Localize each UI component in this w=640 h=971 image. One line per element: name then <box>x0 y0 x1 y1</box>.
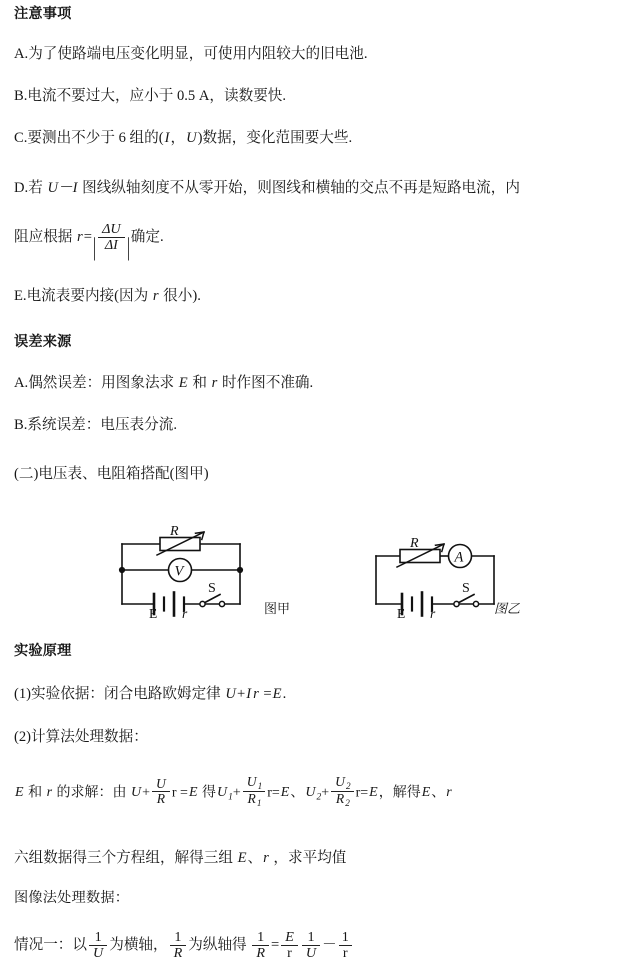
avg-t2: ，求平均值 <box>269 850 347 866</box>
note-d-text-a: 若 <box>28 180 47 196</box>
note-d-formula-ui: U－I <box>47 180 78 196</box>
figure-caption-yi: 图乙 <box>494 601 521 616</box>
solve-t2: 的求解：由 <box>53 785 131 801</box>
solve-sep2: 、 <box>431 785 446 801</box>
frac3-den: R <box>335 791 345 807</box>
case1-t1: 情况一：以 <box>14 937 87 954</box>
error-b-label: B. <box>14 417 28 433</box>
f2-num: 1 <box>170 930 187 946</box>
ohm-law-equals: = <box>263 686 272 702</box>
fraction-one-over-r <box>170 930 187 960</box>
note-c-mid: ， <box>170 130 186 146</box>
note-e-var-r: r <box>152 288 159 304</box>
note-d-text-b: 图线纵轴刻度不从零开始，则图线和横轴的交点不再是短路电流，内 <box>78 180 520 196</box>
node-dot-left <box>119 567 125 573</box>
label-switch-s: S <box>208 581 216 596</box>
error-a-label: A. <box>14 375 29 391</box>
error-item-a <box>14 375 630 392</box>
solve-plus3: + <box>321 785 330 801</box>
note-a-label: A. <box>14 46 29 62</box>
error-a-var-r: r <box>211 375 218 391</box>
graph-method-heading: 图像法处理数据： <box>14 890 130 906</box>
note-item-a <box>14 46 630 63</box>
note-d-text-d: 确定. <box>130 229 164 246</box>
solve-e4: E <box>421 785 431 801</box>
note-c-var-u: U <box>186 130 197 146</box>
solve-t4: ，解得 <box>378 785 421 801</box>
frac1-den: R <box>156 791 166 807</box>
fraction-u-over-r <box>152 777 170 806</box>
solve-u3-sub: 2 <box>316 792 322 803</box>
solve-u1: U <box>131 785 142 801</box>
error-b-text: 系统误差：电压表分流. <box>27 417 177 433</box>
label-switch-s: S <box>462 581 470 596</box>
frac2-num: U <box>246 774 257 789</box>
label-emf-e: E <box>149 606 158 618</box>
f2-den: R <box>173 944 183 961</box>
note-e-text-before: 电流表要内接(因为 <box>26 288 152 304</box>
switch-terminal-left <box>200 601 205 606</box>
solve-r1: r <box>171 785 177 801</box>
note-b-label: B. <box>14 88 28 104</box>
last-num: 1 <box>339 930 352 946</box>
solve-var-r: r <box>46 785 53 801</box>
note-item-c <box>14 130 630 147</box>
principle-2-text: 计算法处理数据： <box>31 729 148 745</box>
solve-r3: r <box>355 785 361 801</box>
r-num: 1 <box>252 930 269 946</box>
solve-eq3: = <box>360 785 369 801</box>
principle-item-1 <box>14 686 630 703</box>
principle-1-label: (1) <box>14 686 32 702</box>
note-b-text: 电流不要过大，应小于 0.5 A，读数要快. <box>27 88 287 104</box>
fraction-result-one-over-r <box>252 930 269 960</box>
solve-equation-line <box>14 775 630 809</box>
note-a-text: 为了使路端电压变化明显，可使用内阻较大的旧电池. <box>28 46 368 62</box>
label-rheostat-r: R <box>410 536 419 551</box>
label-internal-resistance-r: r <box>182 606 188 618</box>
fraction-u1-over-r1 <box>243 775 265 809</box>
frac3-num: U <box>335 774 345 789</box>
avg-var-e: E <box>237 850 247 866</box>
frac-numerator-delta-u: ΔU <box>102 221 121 237</box>
fraction-delta-u-delta-i <box>98 222 125 252</box>
error-a-mid: 和 <box>188 375 211 391</box>
principle-1-text: 实验依据：闭合电路欧姆定律 <box>31 686 225 702</box>
frac1-num: U <box>156 776 166 792</box>
u-num: 1 <box>302 930 320 946</box>
note-c-label: C. <box>14 130 28 146</box>
note-c-text-after: )数据，变化范围要大些. <box>197 130 353 146</box>
ohm-law-r: r <box>253 686 259 702</box>
solve-eq1: = <box>180 785 188 801</box>
solve-plus1: + <box>142 785 151 801</box>
note-item-d-line2 <box>14 221 630 261</box>
solve-var-e: E <box>15 785 24 801</box>
principle-2-label: (2) <box>14 729 32 745</box>
avg-t1: 六组数据得三个方程组，解得三组 <box>14 850 237 866</box>
fraction-one-over-r-last <box>339 930 352 960</box>
switch-terminal-right <box>219 601 224 606</box>
solve-eq2: = <box>271 785 280 801</box>
solve-e2: E <box>280 785 290 801</box>
ohm-law-i: I <box>246 686 252 702</box>
solve-u2-sub: 1 <box>228 792 233 803</box>
note-d-var-r: r <box>77 229 83 246</box>
abs-bar-right: | <box>126 231 130 261</box>
solve-plus2: + <box>232 785 241 801</box>
circuit-diagram-jia <box>116 526 254 618</box>
note-item-e <box>14 288 630 305</box>
abs-bar-left: | <box>92 231 97 261</box>
note-item-b <box>14 88 630 105</box>
switch-terminal-left <box>454 601 459 606</box>
solve-u3: U <box>305 785 316 801</box>
principle-item-2 <box>14 729 630 746</box>
fraction-u2-over-r2 <box>331 775 353 809</box>
switch-terminal-right <box>473 601 478 606</box>
error-a-text-before: 偶然误差：用图象法求 <box>28 375 178 391</box>
ohm-law-e: E <box>272 686 282 702</box>
e-num: E <box>285 929 294 945</box>
label-emf-e: E <box>397 606 406 618</box>
circuit-diagram-yi <box>372 526 504 618</box>
node-dot-right <box>237 567 243 573</box>
solve-r2: r <box>267 785 272 801</box>
section-heading-error-sources: 误差来源 <box>14 334 72 350</box>
case1-eq: = <box>270 937 280 954</box>
note-item-d-line1 <box>14 180 630 197</box>
f1-den: U <box>92 944 104 961</box>
solve-t3: 得 <box>198 785 216 801</box>
avg-var-r: r <box>263 850 269 866</box>
label-voltmeter-v: V <box>174 563 184 580</box>
frac2-num-sub: 1 <box>257 780 263 791</box>
avg-sep: 、 <box>247 850 263 866</box>
frac3-den-sub: 2 <box>345 798 350 809</box>
figure-caption-jia: 图甲 <box>264 601 291 616</box>
section-heading-principle: 实验原理 <box>14 643 72 659</box>
solve-e3: E <box>369 785 378 801</box>
error-item-b <box>14 417 630 434</box>
r-den: R <box>256 944 265 961</box>
case1-t2: 为横轴， <box>109 937 168 954</box>
frac2-den: R <box>247 791 256 807</box>
note-e-label: E. <box>14 288 27 304</box>
solve-e1: E <box>188 785 198 801</box>
note-c-text-before: 要测出不少于 6 组的( <box>27 130 164 146</box>
frac3-num-sub: 2 <box>345 780 351 791</box>
label-ammeter-a: A <box>454 549 464 566</box>
case-one-line <box>14 930 630 960</box>
solve-t1: 和 <box>24 785 46 801</box>
section-heading-notes: 注意事项 <box>14 6 72 22</box>
label-internal-resistance-r: r <box>430 606 436 618</box>
frac-denominator-delta-i: ΔI <box>104 236 118 253</box>
error-a-var-e: E <box>178 375 188 391</box>
fraction-one-over-u-2 <box>302 930 320 960</box>
solve-sep1: 、 <box>290 785 305 801</box>
average-value-line <box>14 850 630 867</box>
ohm-law-u: U <box>225 686 236 702</box>
last-den: r <box>342 944 348 961</box>
fraction-e-over-r <box>281 930 298 960</box>
frac2-den-sub: 1 <box>256 798 262 809</box>
ohm-law-plus: + <box>236 686 246 702</box>
case1-t3: 为纵轴得 <box>188 937 247 954</box>
circuit-svg-jia <box>116 526 254 618</box>
fraction-one-over-u <box>89 930 107 960</box>
error-a-text-after: 时作图不准确. <box>218 375 314 391</box>
method-two-title: (二)电压表、电阻箱搭配(图甲) <box>14 466 209 482</box>
note-d-text-c: 阻应根据 <box>14 229 77 246</box>
circuit-svg-yi <box>372 526 504 618</box>
note-d-label: D. <box>14 180 29 196</box>
note-c-var-i: I <box>164 130 170 146</box>
note-e-text-after: 很小). <box>159 288 201 304</box>
label-rheostat-r: R <box>170 526 179 539</box>
solve-u2: U <box>217 785 228 801</box>
u-den: U <box>305 944 317 961</box>
e-den: r <box>287 944 292 961</box>
f1-num: 1 <box>89 930 107 946</box>
note-d-eq-sign: = <box>83 229 92 246</box>
solve-r4: r <box>446 785 452 801</box>
ohm-law-period: . <box>282 686 287 702</box>
case1-minus: － <box>322 937 337 954</box>
